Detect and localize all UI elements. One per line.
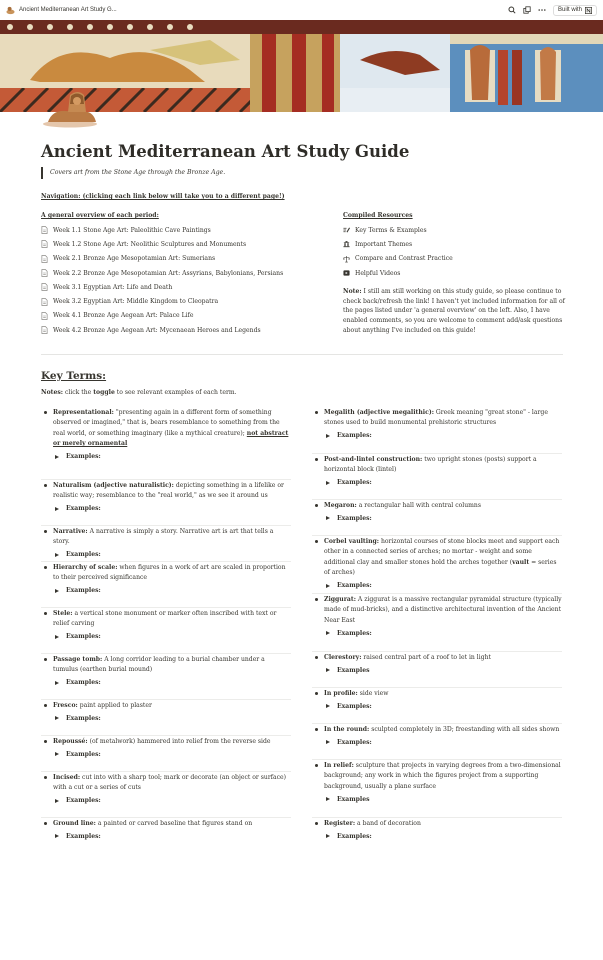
page-link-week-2-2[interactable]: [41, 266, 331, 280]
examples-label: Examples: [337, 795, 370, 803]
page-link-week-4-2[interactable]: [41, 323, 331, 337]
term-name: Hierarchy of scale:: [53, 564, 118, 571]
resource-link-label: Important Themes: [355, 240, 413, 248]
search-icon[interactable]: [508, 6, 516, 14]
examples-toggle[interactable]: [324, 830, 562, 842]
examples-label: Examples:: [66, 505, 101, 513]
term-name: Naturalism (adjective naturalistic):: [53, 482, 174, 489]
examples-label: Examples:: [66, 679, 101, 687]
built-with-label: Built with: [557, 7, 582, 13]
notion-logo-icon: [585, 7, 592, 14]
examples-toggle[interactable]: [53, 677, 291, 689]
term-ground-line: [41, 817, 291, 853]
term-name: Repoussé:: [53, 738, 88, 745]
toggle-arrow-icon: [55, 834, 59, 838]
toggle-arrow-icon: [326, 434, 330, 438]
term-definition: a rectangular hall with central columns: [356, 502, 481, 509]
toggle-arrow-icon: [326, 668, 330, 672]
examples-toggle[interactable]: [53, 549, 291, 561]
term-definition: two upright stones (posts) support a horizontal block (lintel): [324, 456, 537, 474]
resources-heading: Compiled Resources: [343, 212, 413, 219]
term-stele: [41, 607, 291, 653]
page-link-label: Week 4.1 Bronze Age Aegean Art: Palace Life: [53, 312, 194, 320]
toggle-arrow-icon: [326, 797, 330, 801]
examples-label: Examples:: [66, 714, 101, 722]
term-name: Ziggurat:: [324, 596, 356, 603]
examples-label: Examples:: [66, 750, 101, 758]
examples-label: Examples:: [66, 453, 101, 461]
resource-link-key-terms[interactable]: [343, 223, 565, 237]
term-narrative: [41, 525, 291, 561]
term-name: Megalith (adjective megalithic):: [324, 409, 434, 416]
term-in-relief: [312, 759, 562, 817]
examples-label: Examples:: [337, 738, 372, 746]
toggle-arrow-icon: [55, 507, 59, 511]
term-definition: paint applied to plaster: [77, 702, 152, 709]
key-terms-left-column: [41, 407, 291, 853]
toggle-arrow-icon: [326, 481, 330, 485]
examples-toggle[interactable]: [53, 631, 291, 643]
examples-label: Examples:: [337, 629, 372, 637]
examples-toggle[interactable]: [324, 736, 562, 748]
term-definition: sculpture that projects in varying degrees from a two-dimensional background; any work in which the figures project from a supporting background, usually a plane surface: [324, 762, 561, 790]
term-name: Fresco:: [53, 702, 78, 709]
term-definition: (of metalwork) hammered into relief from the reverse side: [87, 738, 271, 745]
toggle-arrow-icon: [55, 681, 59, 685]
term-name: In relief:: [324, 762, 354, 769]
examples-toggle[interactable]: [53, 503, 291, 515]
examples-label: Examples:: [66, 633, 101, 641]
notes-text: to see relevant examples of each term.: [114, 389, 237, 396]
page-link-label: Week 2.2 Bronze Age Mesopotamian Art: Assyrians, Babylonians, Persians: [53, 269, 284, 277]
toggle-arrow-icon: [326, 740, 330, 744]
more-options-icon[interactable]: [538, 6, 546, 14]
term-megalith: [312, 407, 562, 453]
term-definition: A ziggurat is a massive rectangular pyramidal structure (typically made of mud-bricks), and a distinctive architectural invention of the Ancient Near East: [324, 596, 562, 624]
toggle-arrow-icon: [55, 752, 59, 756]
examples-toggle[interactable]: [324, 477, 562, 489]
page-favicon-icon: [6, 6, 15, 15]
page-icon: [41, 312, 48, 320]
scale-icon: [343, 255, 350, 263]
term-corbel-vaulting: [312, 535, 562, 593]
examples-label: Examples:: [337, 514, 372, 522]
examples-label: Examples:: [337, 479, 372, 487]
term-definition: a painted or carved baseline that figures stand on: [95, 820, 253, 827]
page-icon: [41, 255, 48, 263]
examples-label: Examples: [337, 666, 370, 674]
term-clerestory: [312, 651, 562, 687]
term-name: Register:: [324, 820, 356, 827]
examples-toggle[interactable]: [53, 795, 291, 807]
term-megaron: [312, 499, 562, 535]
overview-heading: A general overview of each period:: [41, 212, 159, 219]
sphinx-page-icon: [42, 86, 98, 128]
page-link-week-2-1[interactable]: [41, 252, 331, 266]
page-icon: [41, 269, 48, 277]
page-icon: [41, 283, 48, 291]
term-name: In the round:: [324, 726, 370, 733]
term-incised: [41, 771, 291, 817]
page-link-week-3-1[interactable]: [41, 280, 331, 294]
page-link-week-4-1[interactable]: [41, 309, 331, 323]
resource-link-list: [343, 223, 565, 280]
term-hierarchy-of-scale: [41, 561, 291, 607]
term-emphasis: vault: [512, 558, 530, 566]
page-icon: [41, 326, 48, 334]
examples-label: Examples:: [337, 582, 372, 590]
examples-label: Examples:: [66, 551, 101, 559]
key-terms-notes: [41, 388, 237, 397]
page-link-label: Week 3.1 Egyptian Art: Life and Death: [53, 283, 173, 291]
toggle-arrow-icon: [326, 704, 330, 708]
video-icon: [343, 269, 350, 277]
term-definition: A long corridor leading to a burial chamber under a tumulus (earthen burial mound): [53, 656, 265, 674]
page-link-label: Week 3.2 Egyptian Art: Middle Kingdom to Cleopatra: [53, 298, 219, 306]
term-definition: raised central part of a roof to let in light: [361, 654, 491, 661]
term-definition: = series of arches): [324, 558, 557, 577]
resource-link-label: Helpful Videos: [355, 269, 401, 277]
examples-toggle[interactable]: [324, 700, 562, 712]
resource-link-label: Compare and Contrast Practice: [355, 255, 453, 263]
pencil-list-icon: [343, 226, 350, 234]
navigation-heading: Navigation: (clicking each link below will take you to a different page!): [41, 193, 285, 200]
resource-link-label: Key Terms & Examples: [355, 226, 427, 234]
term-name: Ground line:: [53, 820, 96, 827]
term-definition: depicting something in a lifelike or realistic way; resemblance to the "real world," as we see it around us: [53, 482, 284, 500]
resource-link-compare-contrast[interactable]: [343, 252, 565, 266]
term-register: [312, 817, 562, 853]
page-link-list: [41, 223, 331, 337]
term-in-profile: [312, 687, 562, 723]
examples-toggle[interactable]: [53, 830, 291, 842]
term-name: Megaron:: [324, 502, 357, 509]
page-icon: [41, 298, 48, 306]
term-post-and-lintel: [312, 453, 562, 499]
temple-icon: [343, 240, 350, 248]
note-label: Note:: [343, 288, 362, 296]
page-link-week-3-2[interactable]: [41, 294, 331, 308]
examples-label: Examples:: [337, 832, 372, 840]
term-naturalism: [41, 479, 291, 525]
term-definition: A narrative is simply a story. Narrative art is art that tells a story.: [53, 528, 274, 546]
examples-toggle[interactable]: [53, 585, 291, 597]
term-definition: when figures in a work of art are scaled in proportion to their perceived significance: [53, 564, 286, 582]
term-passage-tomb: [41, 653, 291, 699]
toggle-arrow-icon: [55, 589, 59, 593]
toggle-arrow-icon: [55, 716, 59, 720]
examples-toggle[interactable]: [53, 451, 291, 463]
term-ziggurat: [312, 593, 562, 651]
examples-toggle[interactable]: [324, 793, 562, 805]
term-definition: side view: [357, 690, 389, 697]
page-title: Ancient Mediterranean Art Study Guide: [41, 142, 410, 161]
term-definition: sculpted completely in 3D; freestanding with all sides shown: [369, 726, 560, 733]
page-icon: [41, 226, 48, 234]
term-in-the-round: [312, 723, 562, 759]
page-link-label: Week 4.2 Bronze Age Aegean Art: Mycenaean Heroes and Legends: [53, 326, 261, 334]
examples-toggle[interactable]: [53, 748, 291, 760]
notes-text: click the: [63, 389, 94, 396]
page-link-label: Week 1.2 Stone Age Art: Neolithic Sculptures and Monuments: [53, 240, 247, 248]
page-link-label: Week 2.1 Bronze Age Mesopotamian Art: Sumerians: [53, 255, 216, 263]
notes-label: Notes:: [41, 389, 64, 396]
examples-toggle[interactable]: [324, 512, 562, 524]
duplicate-icon[interactable]: [523, 6, 531, 14]
toggle-arrow-icon: [55, 635, 59, 639]
resources-column: [343, 211, 565, 335]
examples-toggle[interactable]: [324, 627, 562, 639]
examples-label: Examples:: [66, 797, 101, 805]
term-definition: cut into with a sharp tool; mark or decorate (an object or surface) with a cut or a series of cuts: [53, 774, 287, 792]
examples-toggle[interactable]: [324, 430, 562, 442]
tab-title: Ancient Mediterranean Art Study G...: [19, 7, 117, 13]
examples-toggle[interactable]: [324, 664, 562, 676]
notes-toggle-word: toggle: [93, 389, 115, 396]
toggle-arrow-icon: [55, 553, 59, 557]
examples-label: Examples:: [337, 432, 372, 440]
toggle-arrow-icon: [55, 799, 59, 803]
term-definition: a vertical stone monument or marker often inscribed with text or relief carving: [53, 610, 277, 628]
term-definition: horizontal courses of stone blocks meet and support each other in a connected series of arches; no mortar - weight and some additional clay and smaller stones hold the arches together (: [324, 538, 560, 566]
toggle-arrow-icon: [326, 516, 330, 520]
page-link-label: Week 1.1 Stone Age Art: Paleolithic Cave Paintings: [53, 226, 211, 234]
examples-label: Examples:: [66, 587, 101, 595]
term-emphasis: not abstract or merely ornamental: [53, 429, 289, 448]
term-name: Representational:: [53, 409, 114, 416]
page-link-week-1-1[interactable]: [41, 223, 331, 237]
built-with-button[interactable]: [553, 5, 597, 16]
resource-link-important-themes[interactable]: [343, 237, 565, 251]
top-bar: [0, 0, 603, 20]
toggle-arrow-icon: [326, 584, 330, 588]
page-link-week-1-2[interactable]: [41, 237, 331, 251]
subtitle-quote: Covers art from the Stone Age through the Bronze Age.: [41, 167, 225, 179]
divider: [41, 354, 563, 355]
key-terms-right-column: [312, 407, 562, 853]
examples-label: Examples:: [337, 702, 372, 710]
term-representational: [41, 407, 291, 479]
term-fresco: [41, 699, 291, 735]
toggle-arrow-icon: [326, 631, 330, 635]
page-icon: [41, 240, 48, 248]
term-definition: Greek meaning "great stone" - large stones used to build monumental prehistoric structures: [324, 409, 548, 427]
term-name: Incised:: [53, 774, 81, 781]
overview-column: [41, 211, 331, 337]
resource-link-helpful-videos[interactable]: [343, 266, 565, 280]
study-guide-note: [343, 287, 565, 335]
toggle-arrow-icon: [326, 834, 330, 838]
toggle-arrow-icon: [55, 455, 59, 459]
term-name: Passage tomb:: [53, 656, 103, 663]
term-definition: a band of decoration: [355, 820, 421, 827]
term-name: Stele:: [53, 610, 73, 617]
examples-toggle[interactable]: [53, 712, 291, 724]
term-definition: "presenting again in a different form of something observed or imagined," that is, bears resemblance to something from the real world, or something imaginary (like a mythical creature);: [53, 409, 280, 437]
examples-label: Examples:: [66, 832, 101, 840]
term-name: Clerestory:: [324, 654, 362, 661]
term-name: Post-and-lintel construction:: [324, 456, 423, 463]
term-name: Narrative:: [53, 528, 88, 535]
term-name: In profile:: [324, 690, 358, 697]
examples-toggle[interactable]: [324, 580, 562, 592]
term-name: Corbel vaulting:: [324, 538, 380, 545]
note-text: I still am still working on this study guide, so please continue to check back/refresh the link! I haven't yet included information for all of the pages listed under 'a general overview' on the left. Also, I have enabled comments, so you are welcome to comment add/ask questions about anything I've included on this guide!: [343, 288, 565, 334]
term-repousse: [41, 735, 291, 771]
key-terms-heading: Key Terms:: [41, 370, 107, 382]
